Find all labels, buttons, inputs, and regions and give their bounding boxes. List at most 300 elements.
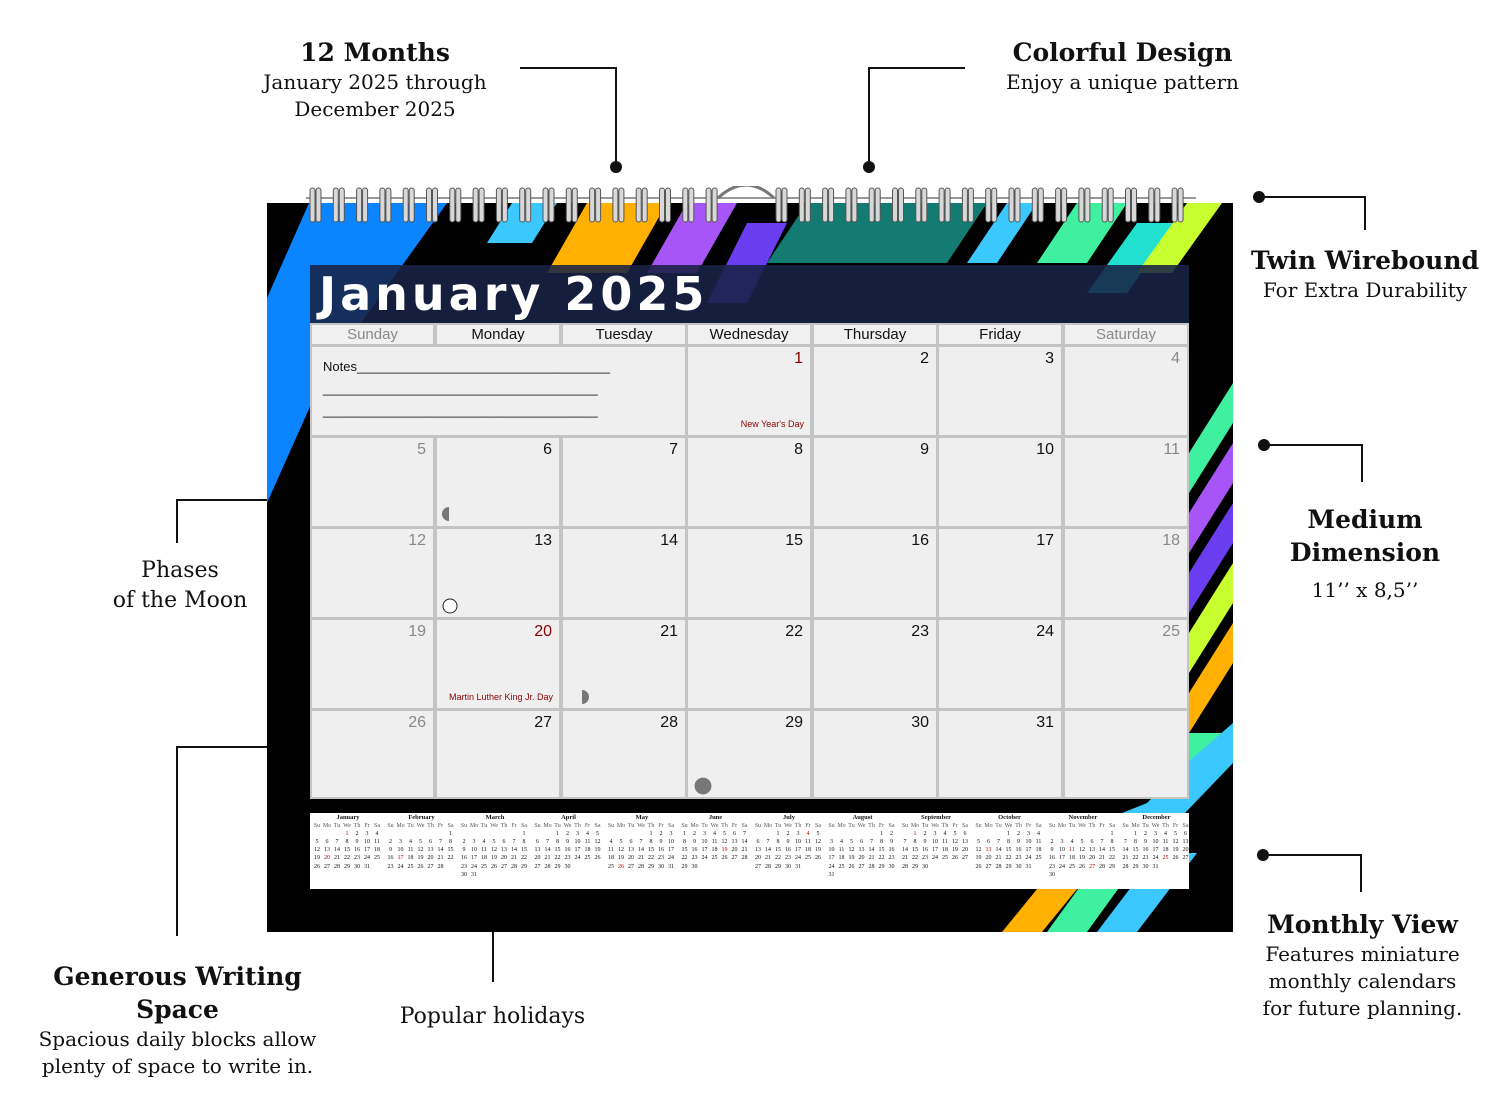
day-cell[interactable] [939, 529, 1061, 617]
binding-ring [922, 188, 927, 222]
day-cell[interactable] [688, 620, 810, 708]
leader-line [520, 67, 617, 69]
day-number: 31 [1036, 714, 1054, 731]
annotation-text: Spacious daily blocks allow [38, 1027, 317, 1051]
mini-week-row: 22 23 24 25 26 27 28 [681, 855, 748, 862]
binding-ring [1015, 188, 1020, 222]
mini-week-row: 30 [1049, 871, 1055, 878]
binding-ring [992, 188, 997, 222]
binding-ring [479, 188, 484, 222]
day-cell[interactable] [814, 438, 936, 526]
binding-ring [409, 188, 414, 222]
binding-ring [945, 188, 950, 222]
binding-ring [776, 188, 781, 222]
day-cell[interactable] [814, 347, 936, 435]
binding-ring [636, 188, 641, 222]
mini-calendar-title: November [1068, 814, 1098, 821]
mini-calendar-title: May [635, 814, 649, 821]
weekday-header: Saturday [1065, 325, 1187, 344]
binding-ring [1155, 188, 1160, 222]
mini-week-row: 2 3 4 5 6 7 8 [462, 839, 526, 846]
holiday-label: New Year's Day [740, 419, 804, 429]
notes-line: ______________________________________ [323, 403, 598, 418]
binding-ring [962, 188, 967, 222]
day-cell[interactable] [814, 711, 936, 797]
day-number: 22 [785, 623, 803, 640]
annotation-text: For Extra Durability [1262, 278, 1468, 302]
mini-week-row: 23 24 25 26 27 28 29 [461, 863, 527, 870]
annotation-twin-wirebound [1250, 244, 1480, 304]
binding-ring [875, 188, 880, 222]
leader-dot [863, 161, 875, 173]
day-number: 12 [408, 532, 426, 549]
binding-ring [712, 188, 717, 222]
mini-week-row: 10 11 12 13 14 15 16 [828, 847, 895, 854]
day-cell[interactable] [688, 711, 810, 797]
binding-ring [799, 188, 804, 222]
mini-weekday-row: Su Mo Tu We Th Fr Sa [607, 823, 674, 830]
annotation-12-months [245, 36, 505, 123]
binding-ring [1178, 188, 1183, 222]
annotation-text: plenty of space to write in. [41, 1054, 314, 1078]
day-cell[interactable] [939, 620, 1061, 708]
leader-line [1364, 196, 1366, 230]
mini-week-row: 1 2 3 4 5 [556, 831, 599, 838]
mini-week-row: 16 17 18 19 20 21 22 [1049, 855, 1115, 862]
new-moon-icon [694, 777, 712, 795]
weekday-header: Thursday [814, 325, 936, 344]
binding-ring [316, 188, 321, 222]
notes-line: ______________________________________ [323, 381, 598, 396]
binding-ring [380, 188, 385, 222]
binding-ring [403, 188, 408, 222]
annotation-text: Enjoy a unique pattern [1006, 70, 1239, 94]
mini-week-row: 31 [828, 871, 835, 878]
annotation-moon-phases [95, 556, 265, 616]
mini-calendar-april [533, 814, 605, 888]
day-cell[interactable] [1065, 438, 1187, 526]
mini-week-row: 26 27 28 29 30 31 [314, 863, 370, 870]
weekday-header: Wednesday [688, 325, 810, 344]
mini-calendar-title: September [921, 814, 951, 821]
day-number: 17 [1036, 532, 1054, 549]
mini-week-row: 1 2 [880, 831, 893, 838]
binding-ring [473, 188, 478, 222]
binding-ring [566, 188, 571, 222]
binding-ring [456, 188, 461, 222]
day-number: 19 [408, 623, 426, 640]
binding-ring [433, 188, 438, 222]
mini-calendar-july [753, 814, 825, 888]
day-number: 1 [794, 350, 803, 367]
day-number: 9 [920, 441, 929, 458]
binding-ring [1108, 188, 1113, 222]
day-cell[interactable] [939, 711, 1061, 797]
binding-ring [310, 188, 315, 222]
hanger-hook [718, 186, 774, 198]
mini-week-row: 28 29 30 31 [1122, 863, 1159, 870]
mini-week-row: 9 10 11 12 13 14 15 [462, 847, 527, 854]
weekday-header: Monday [437, 325, 559, 344]
day-number: 24 [1036, 623, 1054, 640]
leader-dot [610, 161, 622, 173]
day-number: 13 [534, 532, 552, 549]
mini-week-row: 1 2 3 4 [345, 831, 379, 838]
mini-week-row: 7 8 9 10 11 12 13 [903, 839, 968, 846]
day-number: 4 [1171, 350, 1180, 367]
mini-week-row: 2 3 4 5 6 7 8 [389, 839, 452, 846]
mini-week-row: 1 2 3 4 5 6 [1134, 831, 1187, 838]
mini-calendar-june [680, 814, 752, 888]
last-quarter-moon-icon [574, 689, 590, 705]
mini-week-row: 16 17 18 19 20 21 22 [461, 855, 527, 862]
mini-calendar-title: March [485, 814, 505, 821]
annotation-text: of the Moon [112, 588, 248, 613]
mini-week-row: 5 6 7 8 9 10 11 [977, 839, 1042, 846]
mini-weekday-row: Su Mo Tu We Th Fr Sa [1048, 823, 1115, 830]
binding-ring [526, 188, 531, 222]
binding-ring [706, 188, 711, 222]
day-number: 7 [669, 441, 678, 458]
mini-week-row: 21 22 23 24 25 26 27 [1122, 855, 1189, 862]
day-cell[interactable] [688, 438, 810, 526]
binding-ring [642, 188, 647, 222]
annotation-title: Twin Wirebound [1251, 246, 1479, 275]
mini-week-row: 1 [1110, 831, 1114, 838]
notes-area[interactable] [312, 347, 685, 435]
binding-ring [805, 188, 810, 222]
mini-week-row: 28 29 30 [902, 863, 928, 870]
binding-ring [357, 188, 362, 222]
day-number: 2 [920, 350, 929, 367]
leader-line [868, 67, 870, 167]
leader-line [1360, 854, 1362, 892]
binding-ring [572, 188, 577, 222]
mini-week-row: 1 2 3 4 [1007, 831, 1040, 838]
binding-ring [1085, 188, 1090, 222]
annotation-monthly-view [1255, 908, 1470, 1022]
mini-week-row: 20 21 22 23 24 25 26 [534, 855, 601, 862]
mini-weekday-row: Su Mo Tu We Th Fr Sa [313, 823, 380, 830]
binding-ring [333, 188, 338, 222]
mini-week-row: 6 7 8 9 10 11 12 [536, 839, 601, 846]
day-number: 3 [1045, 350, 1054, 367]
mini-week-row: 14 15 16 17 18 19 20 [902, 847, 968, 854]
binding-ring [986, 188, 991, 222]
leader-line [176, 746, 178, 936]
binding-ring [1009, 188, 1014, 222]
mini-week-row: 29 30 [681, 863, 698, 870]
binding-ring [1126, 188, 1131, 222]
binding-ring [363, 188, 368, 222]
mini-week-row: 20 21 22 23 24 25 26 [755, 855, 821, 862]
binding-ring [1038, 188, 1043, 222]
day-number: 21 [660, 623, 678, 640]
mini-calendar-january [312, 814, 384, 888]
weekday-header: Friday [939, 325, 1061, 344]
day-number: 26 [408, 714, 426, 731]
mini-week-row: 6 7 8 9 10 11 12 [756, 839, 821, 846]
binding-ring [1132, 188, 1137, 222]
binding-ring [829, 188, 834, 222]
binding-ring [613, 188, 618, 222]
day-cell[interactable] [939, 438, 1061, 526]
leader-line [615, 67, 617, 167]
annotation-text: Popular holidays [399, 1004, 586, 1029]
mini-week-row: 13 14 15 16 17 18 19 [755, 847, 821, 854]
annotation-text: 11’’ x 8,5’’ [1311, 578, 1419, 602]
binding-ring [869, 188, 874, 222]
mini-week-row: 19 20 21 22 23 24 25 [314, 855, 380, 862]
mini-week-row: 5 6 7 8 9 10 11 [315, 839, 380, 846]
binding-ring [339, 188, 344, 222]
mini-week-row: 2 3 4 5 6 7 8 [1050, 839, 1114, 846]
mini-weekday-row: Su Mo Tu We Th Fr Sa [901, 823, 968, 830]
day-cell[interactable] [563, 620, 685, 708]
annotation-text: January 2025 through [263, 70, 487, 94]
mini-weekday-row: Su Mo Tu We Th Fr Sa [460, 823, 527, 830]
mini-week-row: 19 20 21 22 23 24 25 [975, 855, 1042, 862]
mini-week-row: 23 24 25 26 27 28 29 [1049, 863, 1115, 870]
leader-line [868, 67, 965, 69]
binding-ring [427, 188, 432, 222]
day-cell[interactable] [1065, 347, 1187, 435]
leader-line [1262, 854, 1362, 856]
day-number: 11 [1163, 441, 1180, 458]
day-cell[interactable] [437, 620, 559, 708]
binding-ring [823, 188, 828, 222]
binding-ring [916, 188, 921, 222]
day-cell[interactable] [1065, 620, 1187, 708]
day-cell[interactable] [563, 438, 685, 526]
mini-calendar-december [1121, 814, 1193, 888]
annotation-title: Dimension [1289, 538, 1441, 567]
mini-week-row: 27 28 29 30 31 [755, 863, 801, 870]
binding-ring [899, 188, 904, 222]
day-cell[interactable] [688, 529, 810, 617]
day-cell[interactable] [312, 711, 433, 797]
binding-ring [846, 188, 851, 222]
binding-ring [689, 188, 694, 222]
mini-weekday-row: Su Mo Tu We Th Fr Sa [828, 823, 895, 830]
mini-week-row: 1 2 3 4 5 6 7 [683, 831, 746, 838]
month-grid [310, 323, 1189, 799]
full-moon-icon [442, 598, 458, 614]
day-number: 14 [660, 532, 678, 549]
mini-calendar-title: July [783, 814, 795, 821]
day-number: 18 [1162, 532, 1180, 549]
mini-week-row: 30 31 [461, 871, 477, 878]
mini-week-row: 1 2 3 [649, 831, 673, 838]
binding-ring [893, 188, 898, 222]
mini-week-row: 1 [522, 831, 526, 838]
day-cell[interactable] [1065, 529, 1187, 617]
mini-weekday-row: Su Mo Tu We Th Fr Sa [681, 823, 748, 830]
day-cell[interactable] [1065, 711, 1187, 797]
mini-week-row: 26 27 28 29 30 31 [975, 863, 1032, 870]
mini-calendar-title: January [336, 814, 360, 821]
mini-calendar-title: April [561, 814, 576, 821]
day-number: 10 [1036, 441, 1054, 458]
leader-line [176, 499, 178, 543]
mini-week-row: 12 13 14 15 16 17 18 [314, 847, 380, 854]
binding-ring [596, 188, 601, 222]
mini-weekday-row: Su Mo Tu We Th Fr Sa [754, 823, 821, 830]
annotation-popular-holidays [390, 1002, 595, 1032]
mini-weekday-row: Su Mo Tu We Th Fr Sa [387, 823, 454, 830]
binding-ring [1062, 188, 1067, 222]
mini-calendars-strip [310, 813, 1189, 889]
day-number: 27 [534, 714, 552, 731]
holiday-label: Martin Luther King Jr. Day [448, 692, 553, 702]
mini-week-row: 9 10 11 12 13 14 15 [1050, 847, 1115, 854]
day-number: 29 [785, 714, 803, 731]
day-cell[interactable] [437, 438, 559, 526]
mini-calendar-title: October [998, 814, 1021, 821]
mini-calendar-title: December [1142, 814, 1171, 821]
day-number: 15 [785, 532, 803, 549]
mini-calendar-february [386, 814, 458, 888]
day-number: 20 [534, 623, 552, 640]
binding-ring [1079, 188, 1084, 222]
mini-week-row: 25 26 27 28 29 30 31 [608, 863, 674, 870]
annotation-text: monthly calendars [1268, 969, 1457, 993]
day-number: 25 [1162, 623, 1180, 640]
mini-week-row: 12 13 14 15 16 17 18 [975, 847, 1042, 854]
mini-week-row: 17 18 19 20 21 22 23 [828, 855, 895, 862]
day-number: 30 [911, 714, 929, 731]
day-number: 16 [911, 532, 929, 549]
mini-week-row: 15 16 17 18 19 20 21 [681, 847, 748, 854]
day-cell[interactable] [563, 711, 685, 797]
mini-week-row: 27 28 29 30 [534, 863, 571, 870]
mini-calendar-title: June [708, 814, 723, 821]
mini-weekday-row: Su Mo Tu We Th Fr Sa [1122, 823, 1189, 830]
annotation-text: Features miniature [1265, 942, 1460, 966]
day-cell[interactable] [312, 438, 433, 526]
mini-week-row: 7 8 9 10 11 12 13 [1124, 839, 1189, 846]
mini-week-row: 1 [449, 831, 452, 838]
first-quarter-moon-icon [441, 506, 457, 522]
annotation-title: Medium [1307, 505, 1423, 534]
mini-week-row: 18 19 20 21 22 23 24 [608, 855, 674, 862]
binding-ring [1149, 188, 1154, 222]
mini-calendar-may [606, 814, 678, 888]
binding-ring [1102, 188, 1107, 222]
annotation-title: Monthly View [1267, 910, 1458, 939]
day-number: 8 [794, 441, 803, 458]
day-cell[interactable] [814, 529, 936, 617]
month-banner [310, 265, 1189, 323]
binding-ring [852, 188, 857, 222]
day-cell[interactable] [437, 529, 559, 617]
mini-calendar-september [900, 814, 972, 888]
annotation-medium-dimension [1260, 503, 1470, 604]
mini-week-row: 1 2 3 4 5 [776, 831, 820, 838]
mini-calendar-title: February [408, 814, 435, 821]
binding-ring [386, 188, 391, 222]
binding-ring [549, 188, 554, 222]
mini-weekday-row: Su Mo Tu We Th Fr Sa [975, 823, 1042, 830]
binding-ring [520, 188, 525, 222]
binding-ring [619, 188, 624, 222]
annotation-text: Phases [141, 558, 219, 583]
mini-week-row: 16 17 18 19 20 21 22 [387, 855, 454, 862]
mini-week-row: 11 12 13 14 15 16 17 [608, 847, 674, 854]
notes-label: Notes___________________________________ [323, 359, 611, 374]
mini-calendar-march [459, 814, 531, 888]
binding-ring [782, 188, 787, 222]
mini-week-row: 9 10 11 12 13 14 15 [389, 847, 454, 854]
mini-week-row: 8 9 10 11 12 13 14 [683, 839, 748, 846]
annotation-writing-space [15, 960, 340, 1080]
mini-week-row: 4 5 6 7 8 9 10 [609, 839, 674, 846]
binding-ring [1032, 188, 1037, 222]
binding-ring [968, 188, 973, 222]
mini-week-row: 3 4 5 6 7 8 9 [830, 839, 893, 846]
weekday-header: Tuesday [563, 325, 685, 344]
day-cell[interactable] [312, 529, 433, 617]
day-number: 23 [911, 623, 929, 640]
mini-weekday-row: Su Mo Tu We Th Fr Sa [534, 823, 601, 830]
mini-calendar-title: August [852, 814, 873, 821]
day-cell[interactable] [814, 620, 936, 708]
day-cell[interactable] [563, 529, 685, 617]
annotation-colorful-design [1000, 36, 1245, 96]
annotation-title: Colorful Design [1012, 38, 1233, 67]
leader-line [1263, 444, 1363, 446]
annotation-title: Generous Writing Space [53, 962, 302, 1024]
binding-ring [543, 188, 548, 222]
binding-ring [450, 188, 455, 222]
annotation-title: 12 Months [300, 38, 450, 67]
day-cell[interactable] [312, 620, 433, 708]
binding-ring [1172, 188, 1177, 222]
binding-ring [496, 188, 501, 222]
mini-week-row: 14 15 16 17 18 19 20 [1122, 847, 1189, 854]
wall-calendar [267, 203, 1233, 932]
mini-calendar-october [974, 814, 1046, 888]
month-title: January 2025 [319, 267, 709, 321]
binding-ring [660, 188, 665, 222]
annotation-text: December 2025 [294, 97, 456, 121]
mini-week-row: 1 2 3 4 5 6 [913, 831, 967, 838]
day-number: 5 [417, 441, 426, 458]
mini-week-row: 24 25 26 27 28 29 30 [828, 863, 895, 870]
day-number: 28 [660, 714, 678, 731]
day-cell[interactable] [437, 711, 559, 797]
annotation-text: for future planning. [1262, 996, 1463, 1020]
leader-line [1258, 196, 1366, 198]
day-cell[interactable] [688, 347, 810, 435]
binding-ring [939, 188, 944, 222]
binding-ring [1056, 188, 1061, 222]
mini-week-row: 13 14 15 16 17 18 19 [534, 847, 601, 854]
binding-ring [502, 188, 507, 222]
weekday-header: Sunday [312, 325, 433, 344]
mini-week-row: 23 24 25 26 27 28 [387, 863, 444, 870]
mini-calendar-august [827, 814, 899, 888]
day-cell[interactable] [939, 347, 1061, 435]
mini-week-row: 21 22 23 24 25 26 27 [902, 855, 968, 862]
binding-ring [666, 188, 671, 222]
binding-ring [590, 188, 595, 222]
mini-calendar-november [1047, 814, 1119, 888]
twin-wire-binding [306, 186, 1196, 231]
leader-line [1361, 444, 1363, 482]
day-number: 6 [543, 441, 552, 458]
binding-ring [683, 188, 688, 222]
